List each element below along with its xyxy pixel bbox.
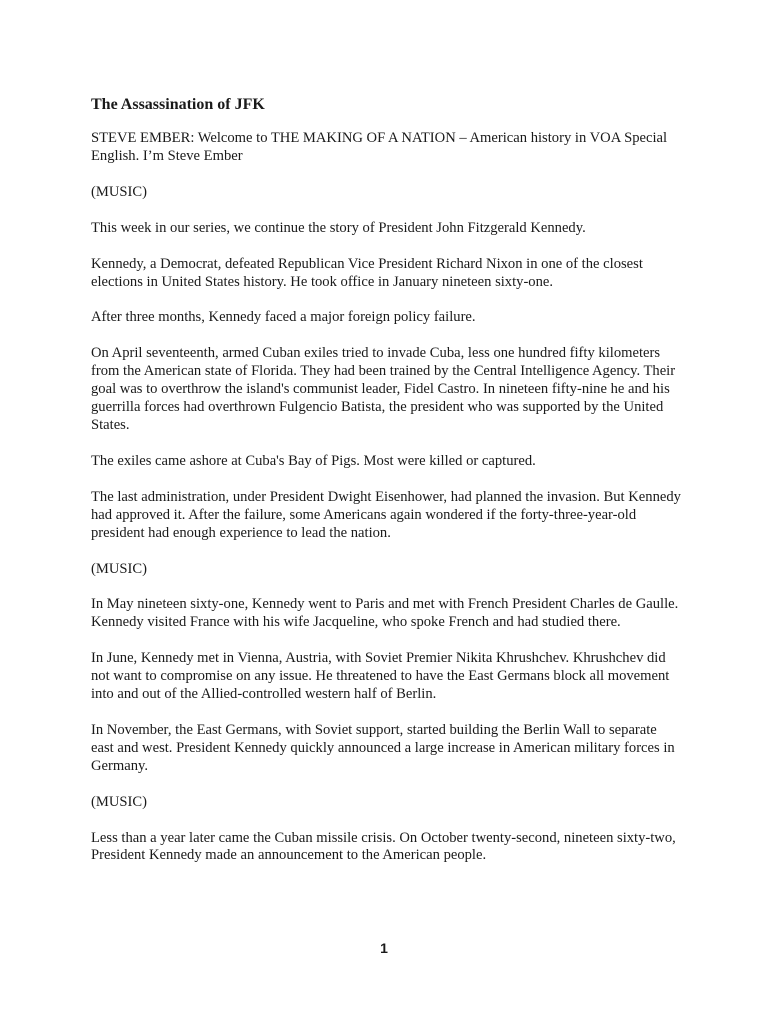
page-number: 1 xyxy=(380,940,388,956)
paragraph-music-cue: (MUSIC) xyxy=(91,183,147,200)
paragraph-intro: STEVE EMBER: Welcome to THE MAKING OF A NATION – American history in VOA Special English. I’m Steve Ember xyxy=(91,130,668,164)
document-body xyxy=(91,95,681,883)
paragraph: On April seventeenth, armed Cuban exiles tried to invade Cuba, less one hundred fifty kilometers from the American state of Florida. They had been trained by the Central Intelligence Agency. Their goal was to overthrow the island's communist leader, Fidel Castro. In nineteen fifty-nine he and his guerrilla forces had overthrown Fulgencio Batista, the president who was supported by the United States. xyxy=(91,345,676,433)
paragraph: Less than a year later came the Cuban missile crisis. On October twenty-second, nineteen sixty-two, President Kennedy made an announcement to the American people. xyxy=(91,829,676,864)
paragraph: In May nineteen sixty-one, Kennedy went to Paris and met with French President Charles de Gaulle. Kennedy visited France with his wife Jacqueline, who spoke French and had studied there. xyxy=(91,596,679,631)
paragraph-music-cue: (MUSIC) xyxy=(91,793,147,810)
paragraph: Kennedy, a Democrat, defeated Republican Vice President Richard Nixon in one of the closest elections in United States history. He took office in January nineteen sixty-one. xyxy=(91,255,643,290)
document-title: The Assassination of JFK xyxy=(91,96,265,113)
paragraph: This week in our series, we continue the story of President John Fitzgerald Kennedy. xyxy=(91,219,586,236)
paragraph: In November, the East Germans, with Soviet support, started building the Berlin Wall to separate east and west. President Kennedy quickly announced a large increase in American military forces in Germany. xyxy=(91,721,675,774)
paragraph: After three months, Kennedy faced a major foreign policy failure. xyxy=(91,309,476,326)
paragraph-music-cue: (MUSIC) xyxy=(91,560,147,577)
paragraph: In June, Kennedy met in Vienna, Austria, with Soviet Premier Nikita Khrushchev. Khrushchev did not want to compromise on any issue. He threatened to have the East Germans block all movement into and out of the Allied-controlled western half of Berlin. xyxy=(91,650,670,703)
paragraph: The exiles came ashore at Cuba's Bay of Pigs. Most were killed or captured. xyxy=(91,452,536,469)
paragraph: The last administration, under President Dwight Eisenhower, had planned the invasion. But Kennedy had approved it. After the failure, some Americans again wondered if the forty-three-year-old president had enough experience to lead the nation. xyxy=(91,488,681,541)
